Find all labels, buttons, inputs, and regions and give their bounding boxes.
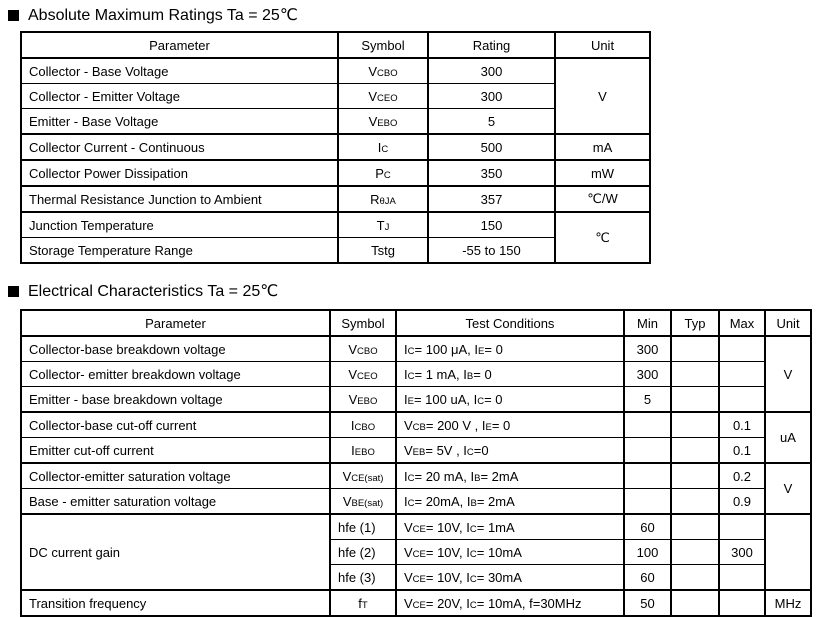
- table-row: [21, 134, 650, 160]
- column-header: Symbol: [338, 32, 428, 58]
- table-cell: mA: [555, 134, 650, 160]
- table-cell: Storage Temperature Range: [21, 238, 338, 264]
- table-cell: MHz: [765, 590, 811, 616]
- table-cell: VCEO: [330, 362, 396, 387]
- table-cell: 0.1: [719, 438, 765, 464]
- table-cell: Collector - Base Voltage: [21, 58, 338, 84]
- table-cell: VCBO: [330, 336, 396, 362]
- column-header: Parameter: [21, 310, 330, 336]
- table-cell: Collector-emitter saturation voltage: [21, 463, 330, 489]
- table-cell: Collector-base breakdown voltage: [21, 336, 330, 362]
- table-cell: Tstg: [338, 238, 428, 264]
- table-cell: [671, 565, 719, 591]
- table-cell: uA: [765, 412, 811, 463]
- table-cell: V: [765, 336, 811, 412]
- section-title-text: Electrical Characteristics Ta = 25℃: [28, 283, 279, 300]
- table-cell: 60: [624, 565, 671, 591]
- table-cell: Transition frequency: [21, 590, 330, 616]
- table-row: [21, 463, 811, 489]
- table-body: [21, 58, 650, 263]
- table-cell: [671, 438, 719, 464]
- column-header: Max: [719, 310, 765, 336]
- section-title: [8, 6, 823, 25]
- section-electrical-characteristics: [0, 282, 823, 617]
- table-cell: [671, 362, 719, 387]
- table-cell: ICBO: [330, 412, 396, 438]
- table-row: [21, 362, 811, 387]
- table-cell: hfe (3): [330, 565, 396, 591]
- table-cell: IEBO: [330, 438, 396, 464]
- table-cell: RθJA: [338, 186, 428, 212]
- table-row: [21, 186, 650, 212]
- table-cell: Emitter - Base Voltage: [21, 109, 338, 135]
- table-cell: 60: [624, 514, 671, 540]
- table-cell: 300: [428, 58, 555, 84]
- table-row: [21, 412, 811, 438]
- table-cell: Base - emitter saturation voltage: [21, 489, 330, 515]
- table-cell: 0.2: [719, 463, 765, 489]
- table-cell: VBE(sat): [330, 489, 396, 515]
- table-cell: 350: [428, 160, 555, 186]
- table-cell: [719, 362, 765, 387]
- column-header: Test Conditions: [396, 310, 624, 336]
- table-cell: 300: [624, 362, 671, 387]
- table-cell: fT: [330, 590, 396, 616]
- table-cell: IC= 1 mA, IB= 0: [396, 362, 624, 387]
- table-cell: IC= 20mA, IB= 2mA: [396, 489, 624, 515]
- black-square-icon: [8, 10, 19, 21]
- table-cell: Collector Current - Continuous: [21, 134, 338, 160]
- table-cell: 300: [428, 84, 555, 109]
- table-cell: [671, 540, 719, 565]
- table-cell: [624, 438, 671, 464]
- table-cell: [624, 463, 671, 489]
- table-cell: 0.1: [719, 412, 765, 438]
- table-cell: [671, 336, 719, 362]
- table-cell: IC= 20 mA, IB= 2mA: [396, 463, 624, 489]
- table-cell: Collector- emitter breakdown voltage: [21, 362, 330, 387]
- table-cell: IC: [338, 134, 428, 160]
- table-cell: Junction Temperature: [21, 212, 338, 238]
- table-cell: VCE= 20V, IC= 10mA, f=30MHz: [396, 590, 624, 616]
- table-cell: 0.9: [719, 489, 765, 515]
- column-header: Symbol: [330, 310, 396, 336]
- table-cell: VEB= 5V , IC=0: [396, 438, 624, 464]
- table-cell: PC: [338, 160, 428, 186]
- table-cell: 150: [428, 212, 555, 238]
- table-cell: [671, 387, 719, 413]
- table-row: [21, 514, 811, 540]
- table-cell: IC= 100 μA, IE= 0: [396, 336, 624, 362]
- table-cell: [719, 387, 765, 413]
- table-cell: 300: [624, 336, 671, 362]
- table-cell: hfe (1): [330, 514, 396, 540]
- table-row: [21, 336, 811, 362]
- column-header: Min: [624, 310, 671, 336]
- table-cell: [719, 565, 765, 591]
- table-row: [21, 387, 811, 413]
- table-cell: VCE(sat): [330, 463, 396, 489]
- table-cell: [671, 412, 719, 438]
- table-row: [21, 590, 811, 616]
- table-cell: ℃/W: [555, 186, 650, 212]
- section-title-text: Absolute Maximum Ratings Ta = 25℃: [28, 7, 298, 24]
- table-cell: DC current gain: [21, 514, 330, 590]
- table-cell: VCE= 10V, IC= 30mA: [396, 565, 624, 591]
- table-row: [21, 58, 650, 84]
- table-cell: 50: [624, 590, 671, 616]
- table-cell: [765, 514, 811, 590]
- table-cell: 357: [428, 186, 555, 212]
- table-cell: hfe (2): [330, 540, 396, 565]
- table-cell: 5: [624, 387, 671, 413]
- table-cell: 5: [428, 109, 555, 135]
- column-header: Unit: [555, 32, 650, 58]
- table-cell: 100: [624, 540, 671, 565]
- table-cell: VEBO: [338, 109, 428, 135]
- header-row: [21, 310, 811, 336]
- table-cell: -55 to 150: [428, 238, 555, 264]
- table-cell: V: [555, 58, 650, 134]
- table-cell: [719, 336, 765, 362]
- table-cell: VCE= 10V, IC= 10mA: [396, 540, 624, 565]
- table-cell: VCE= 10V, IC= 1mA: [396, 514, 624, 540]
- table-row: [21, 438, 811, 464]
- column-header: Rating: [428, 32, 555, 58]
- column-header: Unit: [765, 310, 811, 336]
- table-cell: [624, 489, 671, 515]
- table-cell: [671, 590, 719, 616]
- black-square-icon: [8, 286, 19, 297]
- table-cell: ℃: [555, 212, 650, 263]
- table-cell: [671, 514, 719, 540]
- table-cell: IE= 100 uA, IC= 0: [396, 387, 624, 413]
- section-absolute-maximum-ratings: [0, 6, 823, 264]
- table-cell: Collector - Emitter Voltage: [21, 84, 338, 109]
- table-cell: mW: [555, 160, 650, 186]
- electrical-characteristics-table: [20, 309, 812, 617]
- absolute-maximum-ratings-table: [20, 31, 651, 264]
- column-header: Parameter: [21, 32, 338, 58]
- table-cell: Emitter cut-off current: [21, 438, 330, 464]
- table-header: [21, 310, 811, 336]
- table-header: [21, 32, 650, 58]
- table-row: [21, 212, 650, 238]
- table-row: [21, 489, 811, 515]
- table-cell: [671, 463, 719, 489]
- table-cell: V: [765, 463, 811, 514]
- table-cell: TJ: [338, 212, 428, 238]
- table-cell: [624, 412, 671, 438]
- table-cell: Emitter - base breakdown voltage: [21, 387, 330, 413]
- column-header: Typ: [671, 310, 719, 336]
- table-cell: [719, 590, 765, 616]
- table-row: [21, 160, 650, 186]
- table-body: [21, 336, 811, 616]
- section-title: [8, 282, 823, 301]
- header-row: [21, 32, 650, 58]
- table-cell: 300: [719, 540, 765, 565]
- table-cell: VCB= 200 V , IE= 0: [396, 412, 624, 438]
- table-cell: Collector Power Dissipation: [21, 160, 338, 186]
- table-cell: [719, 514, 765, 540]
- table-cell: VCBO: [338, 58, 428, 84]
- table-cell: VCEO: [338, 84, 428, 109]
- table-cell: 500: [428, 134, 555, 160]
- table-cell: Thermal Resistance Junction to Ambient: [21, 186, 338, 212]
- table-cell: VEBO: [330, 387, 396, 413]
- table-cell: Collector-base cut-off current: [21, 412, 330, 438]
- table-cell: [671, 489, 719, 515]
